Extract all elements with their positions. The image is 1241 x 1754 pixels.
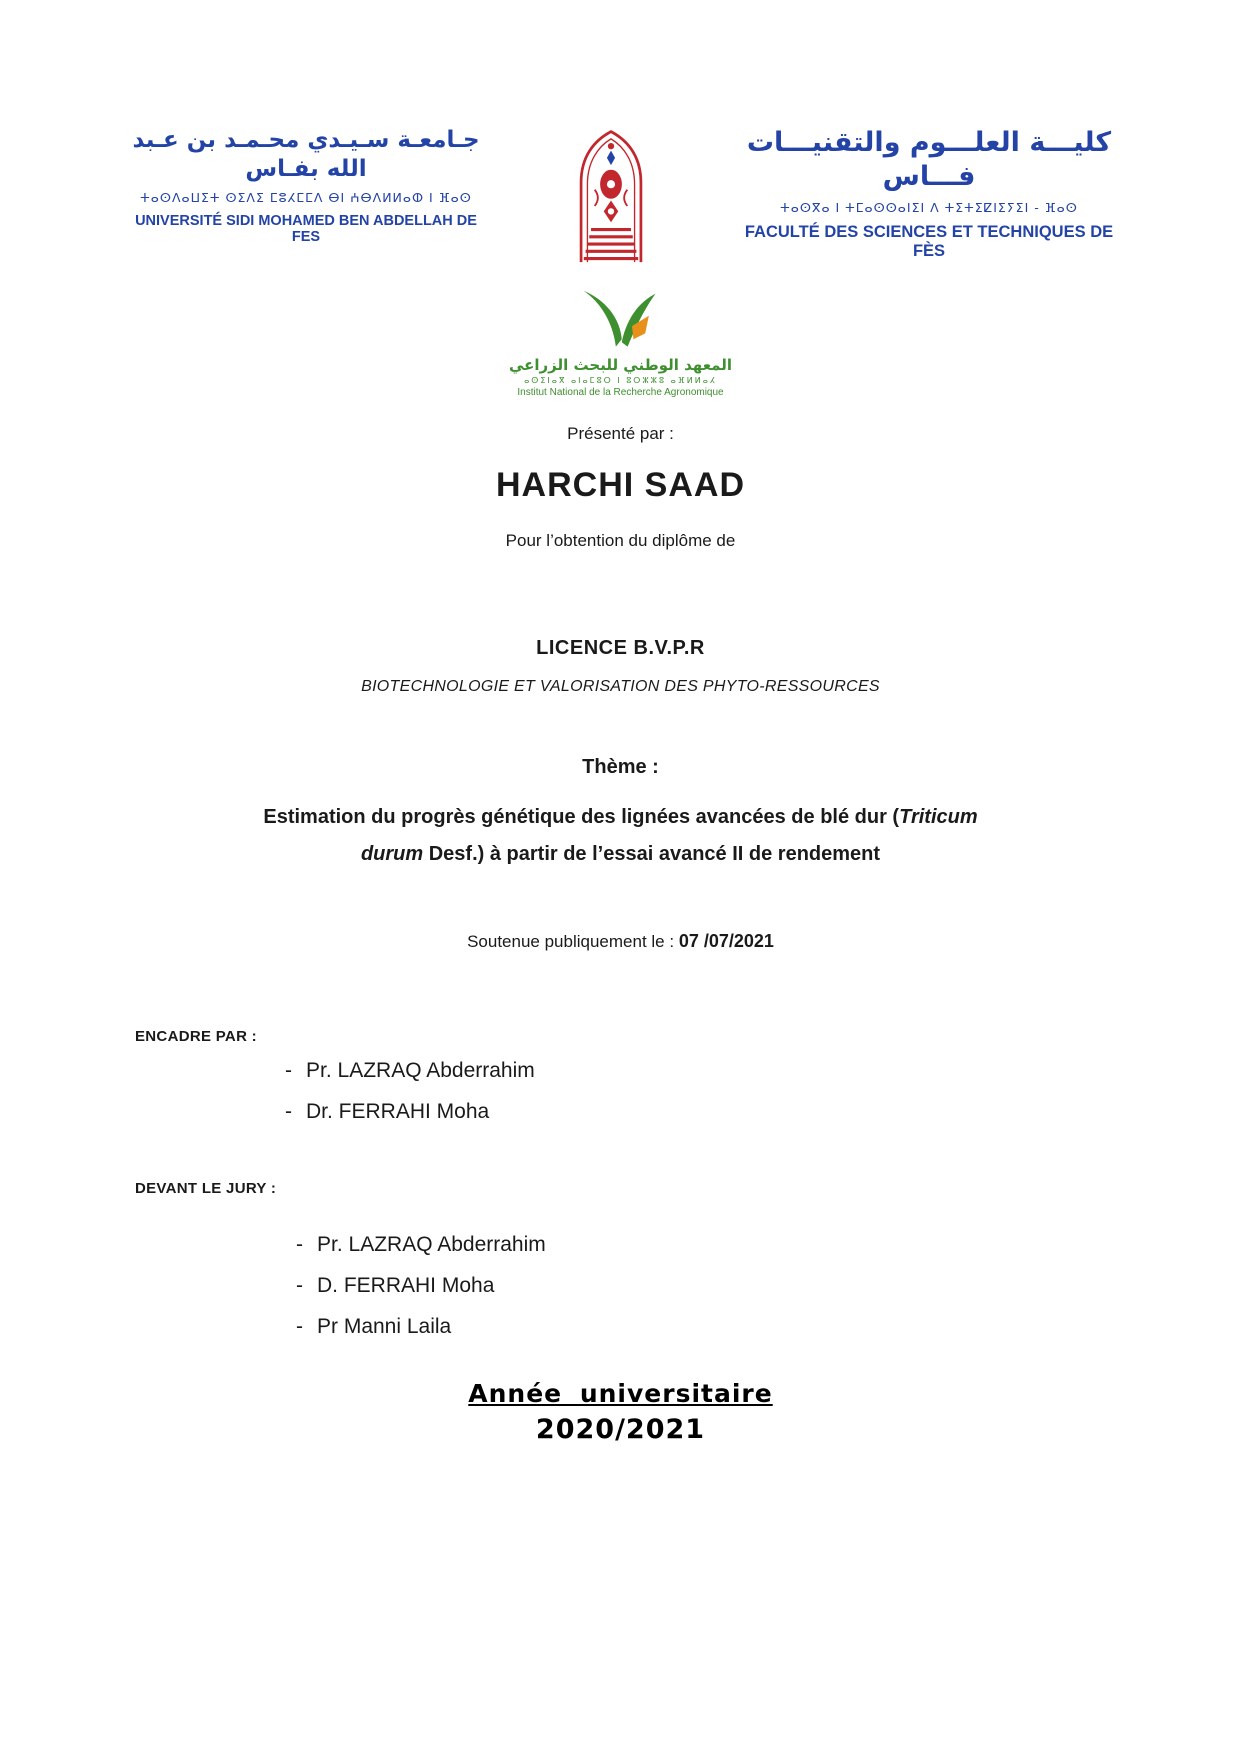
presented-by-label: Présenté par : [567, 424, 674, 443]
supervisors-label: ENCADRE PAR : [135, 1028, 257, 1045]
latin-species-name: durum [360, 843, 424, 865]
author-name: HARCHI SAAD [496, 466, 745, 504]
university-name-tifinagh: ⵜⴰⵙⴷⴰⵡⵉⵜ ⵙⵉⴷⵉ ⵎⵓⵃⵎⵎⴷ ⴱⵏ ⵄⴱⴷⵍⵍⴰⵀ ⵏ ⴼⴰⵙ [140, 189, 472, 205]
dash-bullet: - [296, 1233, 303, 1256]
dash-bullet: - [296, 1315, 303, 1338]
diploma-intro: Pour l’obtention du diplôme de [505, 531, 736, 550]
academic-year-value: 2020/2021 [535, 1414, 706, 1445]
defense-label: Soutenue publiquement le : [467, 932, 675, 951]
inra-block [0, 285, 1241, 398]
faculty-block [729, 126, 1129, 261]
dash-bullet: - [296, 1274, 303, 1297]
list-item [296, 1233, 1241, 1257]
jury-member-name: D. FERRAHI Moha [317, 1274, 495, 1297]
theme-label: Thème : [582, 756, 659, 778]
supervisor-name: Pr. LAZRAQ Abderrahim [306, 1059, 535, 1082]
inra-name-latin: Institut National de la Recherche Agronomique [517, 387, 724, 398]
diploma-name: LICENCE B.V.P.R [536, 637, 705, 659]
specialty-name: BIOTECHNOLOGIE ET VALORISATION DES PHYTO-RESSOURCES [361, 678, 880, 695]
list-item [285, 1059, 1241, 1083]
list-item [296, 1274, 1241, 1298]
jury-member-name: Pr. LAZRAQ Abderrahim [317, 1233, 546, 1256]
academic-year-label: Année universitaire [468, 1379, 773, 1408]
university-name-arabic: جـامعـة سـيـدي محـمـد بن عـبد الله بفـاس [132, 127, 480, 182]
university-emblem-icon [570, 128, 652, 269]
faculty-name-tifinagh: ⵜⴰⵙⴳⴰ ⵏ ⵜⵎⴰⵙⵙⴰⵏⵉⵏ ⴷ ⵜⵉⵜⵉⵇⵏⵉⵢⵉⵏ - ⴼⴰⵙ [780, 199, 1078, 215]
defense-line [0, 931, 1241, 952]
dash-bullet: - [285, 1059, 292, 1082]
dash-bullet: - [285, 1100, 292, 1123]
list-item [285, 1100, 1241, 1124]
university-block [120, 126, 492, 245]
thesis-title-line2: durum Desf.) à partir de l’essai avancé II de rendement [360, 843, 881, 865]
university-name-latin: UNIVERSITÉ SIDI MOHAMED BEN ABDELLAH DE FES [135, 212, 477, 245]
supervisor-name: Dr. FERRAHI Moha [306, 1100, 490, 1123]
jury-list [296, 1233, 1241, 1339]
faculty-name-arabic: كليـــة العلـــوم والتقنيـــات فـــاس [746, 127, 1112, 192]
latin-species-name: Triticum [899, 806, 978, 828]
thesis-title-line1: Estimation du progrès génétique des lignées avancées de blé dur (Triticum [263, 806, 978, 828]
inra-name-arabic: المعهد الوطني للبحث الزراعي [508, 356, 732, 374]
list-item [296, 1315, 1241, 1339]
jury-label: DEVANT LE JURY : [135, 1180, 277, 1197]
supervisors-list [285, 1059, 1241, 1124]
defense-date: 07 /07/2021 [678, 931, 774, 951]
thesis-title [0, 799, 1241, 873]
academic-year-block [0, 1379, 1241, 1445]
faculty-name-latin: FACULTÉ DES SCIENCES ET TECHNIQUES DE FÈS [744, 222, 1114, 260]
institutions-header [0, 126, 1241, 269]
jury-member-name: Pr Manni Laila [317, 1315, 452, 1338]
inra-logo-icon [0, 285, 1241, 356]
inra-name-tifinagh: ⴰⵙⵉⵏⴰⴳ ⴰⵏⴰⵎⵓⵔ ⵏ ⵓⵔⵣⵣⵓ ⴰⴼⵍⵍⴰⵃ [524, 376, 717, 385]
